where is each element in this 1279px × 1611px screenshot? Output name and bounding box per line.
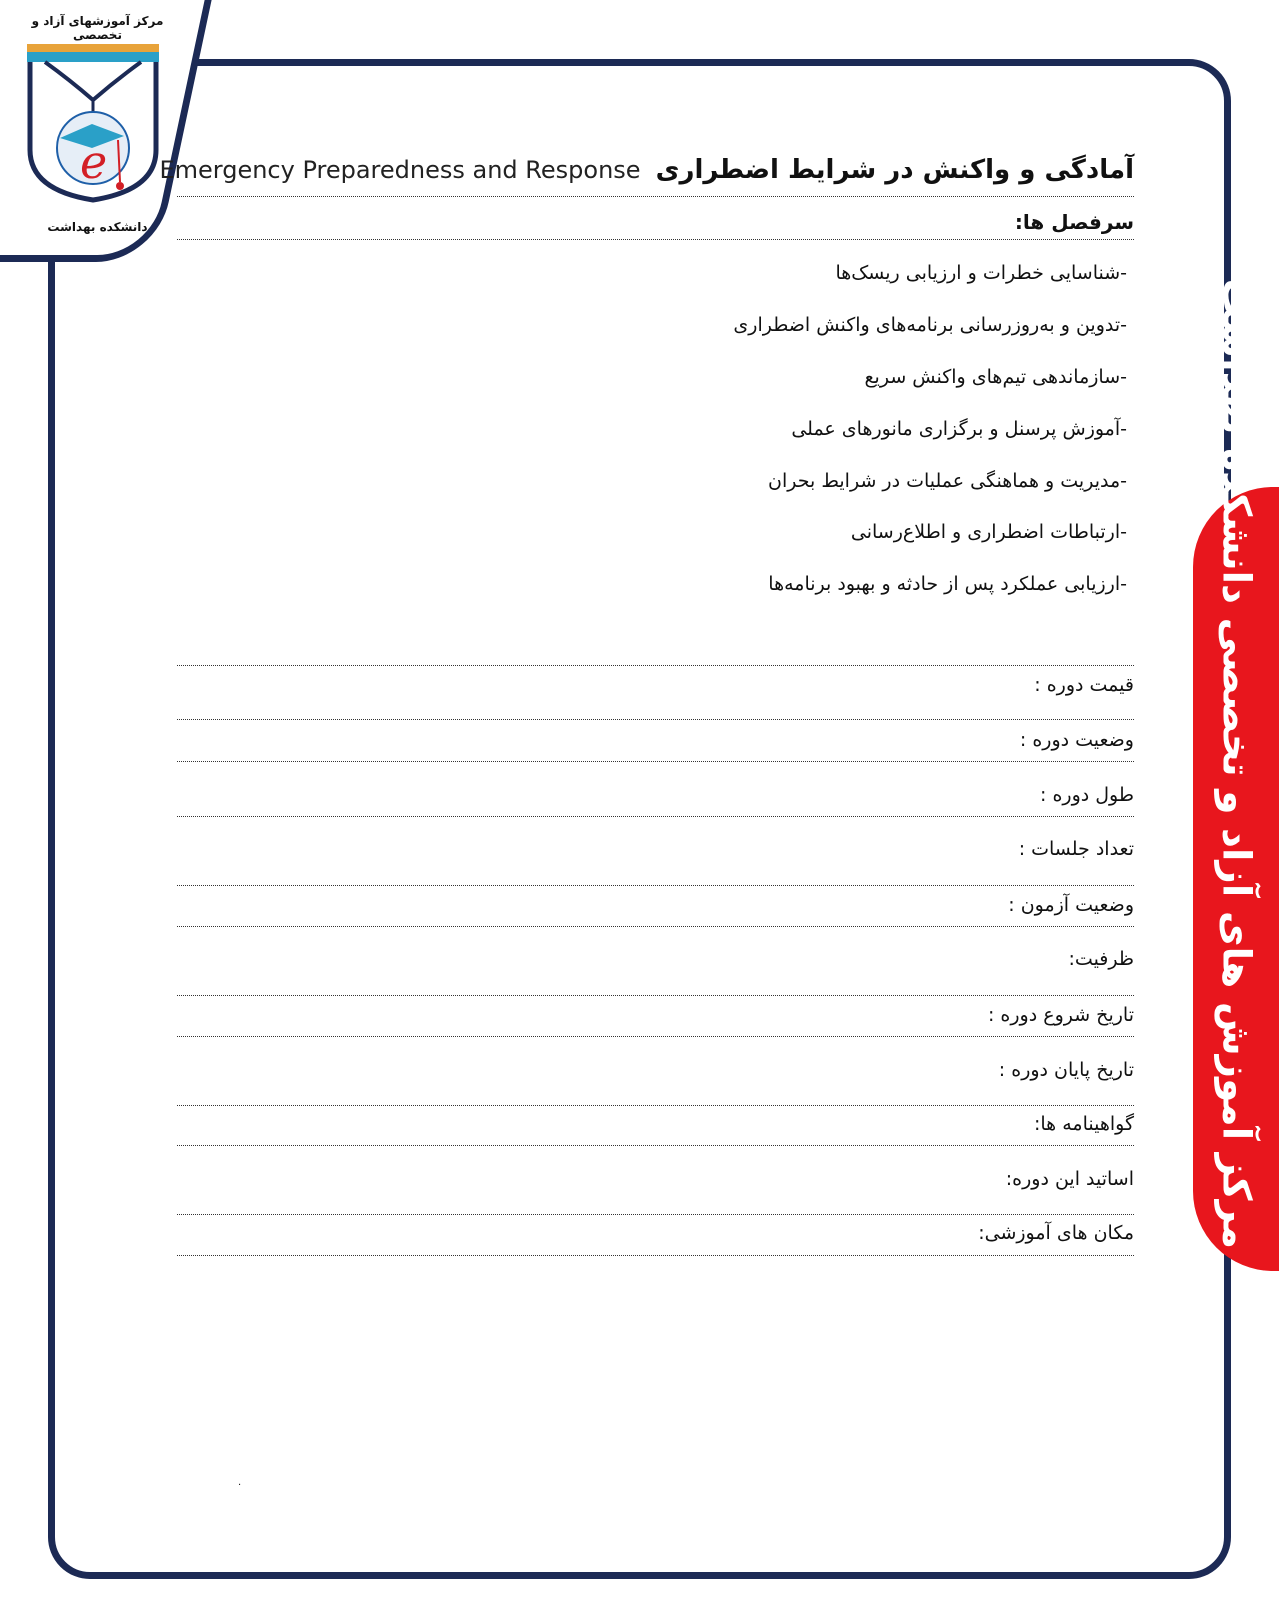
divider [177, 761, 1134, 762]
side-banner [1193, 278, 1279, 1271]
divider [177, 926, 1134, 927]
topic-item: -تدوین و به‌روزرسانی برنامه‌های واکنش اضطراری [733, 314, 1127, 336]
field-end-date: تاریخ پایان دوره : [998, 1059, 1134, 1081]
side-banner-text: مرکز آموزش های آزاد و تخصصی دانشکده بهداشت [1213, 278, 1259, 1249]
divider [177, 885, 1134, 886]
title-english: Emergency Preparedness and Response [159, 156, 641, 184]
field-start-date: تاریخ شروع دوره : [987, 1004, 1134, 1026]
topic-item: -ارزیابی عملکرد پس از حادثه و بهبود برنامه‌ها [768, 573, 1127, 595]
topic-item: -آموزش پرسنل و برگزاری مانورهای عملی [791, 418, 1127, 440]
topics-heading: سرفصل ها: [1014, 210, 1134, 234]
school-logo [0, 0, 200, 262]
field-duration: طول دوره : [1040, 784, 1134, 806]
divider [177, 1145, 1134, 1146]
topic-item: -سازماندهی تیم‌های واکنش سریع [864, 366, 1127, 388]
field-certificates: گواهینامه ها: [1033, 1113, 1134, 1135]
field-course-status: وضعیت دوره : [1019, 729, 1134, 751]
topic-item: -شناسایی خطرات و ارزیابی ریسک‌ها [835, 262, 1127, 284]
field-capacity: ظرفیت: [1068, 948, 1134, 970]
page-frame [48, 59, 1231, 1579]
divider [177, 816, 1134, 817]
divider [177, 995, 1134, 996]
field-sessions: تعداد جلسات : [1018, 838, 1134, 860]
divider [177, 196, 1134, 197]
logo-top-text: مرکز آموزشهای آزاد و تخصصی [31, 14, 164, 42]
divider [177, 1036, 1134, 1037]
svg-text:e: e [80, 135, 108, 189]
page-title [159, 155, 1134, 185]
title-persian: آمادگی و واکنش در شرایط اضطراری [655, 155, 1134, 185]
divider [177, 1105, 1134, 1106]
field-locations: مکان های آموزشی: [978, 1222, 1134, 1244]
field-price: قیمت دوره : [1034, 674, 1134, 696]
divider [177, 239, 1134, 240]
divider [177, 665, 1134, 666]
topic-item: -ارتباطات اضطراری و اطلاع‌رسانی [850, 521, 1127, 543]
divider [177, 719, 1134, 720]
stray-dot: · [238, 1480, 242, 1491]
field-exam-status: وضعیت آزمون : [1008, 894, 1134, 916]
logo-bottom-text: دانشکده بهداشت [47, 220, 148, 234]
divider [177, 1255, 1134, 1256]
field-instructors: اساتید این دوره: [1005, 1168, 1134, 1190]
divider [177, 1214, 1134, 1215]
topic-item: -مدیریت و هماهنگی عملیات در شرایط بحران [768, 470, 1127, 492]
